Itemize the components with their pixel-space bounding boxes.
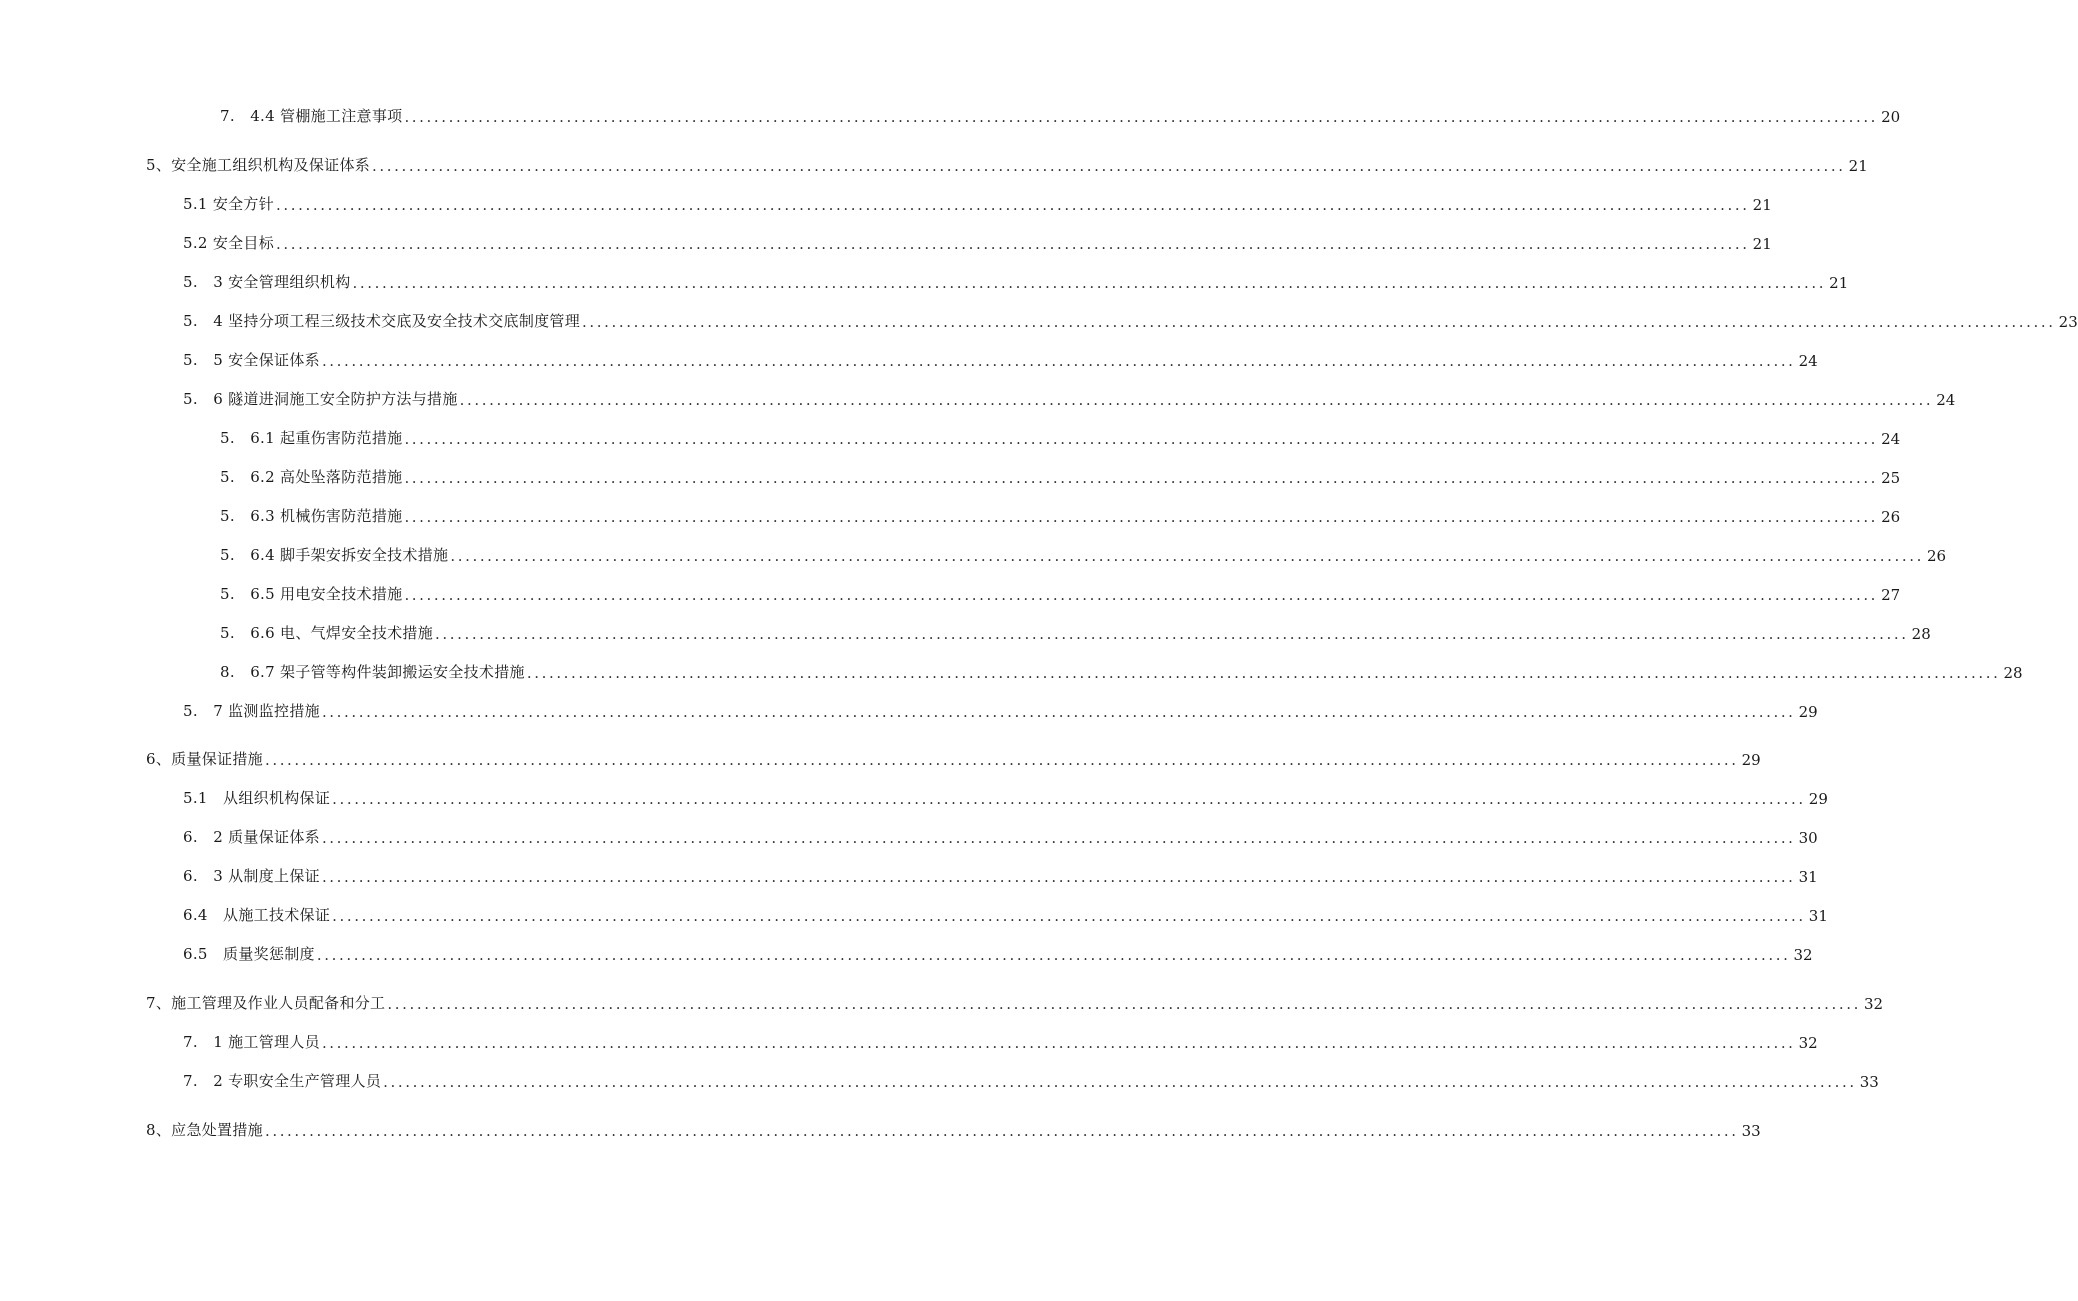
toc-dot-leader: ........................................................................................................................................................................................................: [316, 946, 1791, 964]
toc-dot-leader: ........................................................................................................................................................................................................: [404, 586, 1879, 604]
toc-entry-label: 6. 2 质量保证体系: [183, 828, 320, 846]
toc-dot-leader: ........................................................................................................................................................................................................: [321, 1034, 1796, 1052]
toc-page-number: 32: [1798, 1034, 1818, 1052]
toc-entry-label: 5. 6.5 用电安全技术措施: [220, 585, 403, 603]
toc-entry[interactable]: [183, 825, 1818, 847]
toc-page-number: 26: [1926, 547, 1947, 565]
toc-entry[interactable]: [183, 387, 1956, 409]
toc-entry-label: 6、质量保证措施: [146, 750, 263, 768]
toc-entry-label: 5. 6.6 电、气焊安全技术措施: [220, 624, 434, 642]
toc-entry[interactable]: [183, 864, 1818, 886]
toc-entry-label: 5. 4 坚持分项工程三级技术交底及安全技术交底制度管理: [183, 312, 581, 330]
toc-dot-leader: ........................................................................................................................................................................................................: [526, 664, 2001, 682]
toc-dot-leader: ........................................................................................................................................................................................................: [321, 829, 1796, 847]
toc-entry-label: 5.1 从组织机构保证: [183, 789, 331, 807]
toc-page-number: 33: [1859, 1073, 1879, 1091]
toc-page-number: 21: [1848, 157, 1868, 175]
toc-dot-leader: ........................................................................................................................................................................................................: [404, 430, 1879, 448]
toc-dot-leader: ........................................................................................................................................................................................................: [264, 751, 1739, 769]
toc-dot-leader: ........................................................................................................................................................................................................: [459, 391, 1934, 409]
toc-entry[interactable]: [183, 309, 2078, 331]
toc-entry-label: 5. 6.4 脚手架安拆安全技术措施: [220, 546, 449, 564]
toc-page-number: 32: [1863, 995, 1884, 1013]
toc-dot-leader: ........................................................................................................................................................................................................: [332, 790, 1806, 808]
toc-entry[interactable]: [146, 153, 1868, 175]
toc-entry-label: 5. 6.1 起重伤害防范措施: [220, 429, 403, 447]
toc-page-number: 28: [2003, 664, 2023, 682]
toc-entry[interactable]: [183, 942, 1813, 964]
toc-dot-leader: ........................................................................................................................................................................................................: [276, 196, 1750, 214]
toc-page-number: 26: [1881, 508, 1901, 526]
toc-page-number: 29: [1798, 703, 1818, 721]
toc-entry-label: 5.2 安全目标: [183, 234, 275, 252]
toc-dot-leader: ........................................................................................................................................................................................................: [264, 1122, 1739, 1140]
toc-entry[interactable]: [220, 465, 1901, 487]
toc-entry-label: 6.5 质量奖惩制度: [183, 945, 315, 963]
toc-dot-leader: ........................................................................................................................................................................................................: [321, 703, 1796, 721]
toc-dot-leader: ........................................................................................................................................................................................................: [352, 274, 1827, 292]
toc-entry[interactable]: [220, 621, 1931, 643]
toc-entry-label: 7. 4.4 管棚施工注意事项: [220, 107, 403, 125]
toc-dot-leader: ........................................................................................................................................................................................................: [387, 995, 1861, 1013]
toc-entry-label: 5. 7 监测监控措施: [183, 702, 320, 720]
toc-page-number: 29: [1808, 790, 1828, 808]
toc-dot-leader: ........................................................................................................................................................................................................: [321, 352, 1796, 370]
toc-entry-label: 5. 6.2 高处坠落防范措施: [220, 468, 403, 486]
toc-entry[interactable]: [183, 903, 1828, 925]
toc-dot-leader: ........................................................................................................................................................................................................: [435, 625, 1909, 643]
toc-entry-label: 5. 5 安全保证体系: [183, 351, 320, 369]
toc-entry[interactable]: [146, 1118, 1761, 1140]
toc-dot-leader: ........................................................................................................................................................................................................: [372, 157, 1846, 175]
toc-entry[interactable]: [183, 270, 1849, 292]
toc-entry[interactable]: [183, 699, 1818, 721]
toc-page-number: 23: [2058, 313, 2078, 331]
toc-page-number: 27: [1881, 586, 1901, 604]
toc-dot-leader: ........................................................................................................................................................................................................: [332, 907, 1806, 925]
toc-page-number: 21: [1752, 196, 1772, 214]
toc-page-number: 29: [1741, 751, 1761, 769]
toc-entry-label: 6.4 从施工技术保证: [183, 906, 331, 924]
toc-page-number: 25: [1881, 469, 1901, 487]
toc-entry[interactable]: [183, 786, 1828, 808]
toc-entry[interactable]: [220, 426, 1901, 448]
toc-dot-leader: ........................................................................................................................................................................................................: [404, 108, 1879, 126]
toc-page-number: 32: [1793, 946, 1813, 964]
toc-entry[interactable]: [220, 582, 1901, 604]
toc-entry[interactable]: [220, 504, 1901, 526]
toc-page-number: 20: [1881, 108, 1901, 126]
toc-entry[interactable]: [183, 348, 1818, 370]
toc-entry[interactable]: [183, 192, 1772, 214]
toc-page-number: 21: [1752, 235, 1772, 253]
toc-page-number: 24: [1881, 430, 1901, 448]
toc-page-number: 24: [1936, 391, 1956, 409]
toc-page-number: 30: [1798, 829, 1818, 847]
toc-dot-leader: ........................................................................................................................................................................................................: [450, 547, 1924, 565]
toc-entry-label: 6. 3 从制度上保证: [183, 867, 320, 885]
toc-dot-leader: ........................................................................................................................................................................................................: [276, 235, 1750, 253]
toc-page-number: 28: [1911, 625, 1931, 643]
toc-page-number: 31: [1798, 868, 1818, 886]
toc-dot-leader: ........................................................................................................................................................................................................: [321, 868, 1796, 886]
toc-entry[interactable]: [183, 1030, 1818, 1052]
toc-entry-label: 7. 1 施工管理人员: [183, 1033, 320, 1051]
toc-dot-leader: ........................................................................................................................................................................................................: [404, 469, 1879, 487]
toc-entry[interactable]: [220, 104, 1901, 126]
toc-entry[interactable]: [183, 1069, 1879, 1091]
toc-entry[interactable]: [220, 543, 1947, 565]
toc-entry-label: 8、应急处置措施: [146, 1121, 263, 1139]
toc-entry-label: 5.1 安全方针: [183, 195, 275, 213]
toc-entry-label: 5. 3 安全管理组织机构: [183, 273, 351, 291]
toc-entry-label: 5. 6 隧道进洞施工安全防护方法与措施: [183, 390, 458, 408]
toc-entry[interactable]: [146, 991, 1884, 1013]
toc-page-number: 31: [1808, 907, 1828, 925]
toc-entry[interactable]: [220, 660, 2023, 682]
toc-entry-label: 5、安全施工组织机构及保证体系: [146, 156, 371, 174]
toc-entry-label: 5. 6.3 机械伤害防范措施: [220, 507, 403, 525]
toc-entry-label: 7. 2 专职安全生产管理人员: [183, 1072, 382, 1090]
toc-dot-leader: ........................................................................................................................................................................................................: [582, 313, 2056, 331]
toc-dot-leader: ........................................................................................................................................................................................................: [383, 1073, 1857, 1091]
toc-dot-leader: ........................................................................................................................................................................................................: [404, 508, 1879, 526]
toc-page-number: 24: [1798, 352, 1818, 370]
toc-entry-label: 7、施工管理及作业人员配备和分工: [146, 994, 386, 1012]
toc-entry[interactable]: [146, 747, 1761, 769]
toc-entry-label: 8. 6.7 架子管等构件装卸搬运安全技术措施: [220, 663, 525, 681]
toc-entry[interactable]: [183, 231, 1772, 253]
toc-page-number: 33: [1741, 1122, 1761, 1140]
toc-page-number: 21: [1829, 274, 1849, 292]
